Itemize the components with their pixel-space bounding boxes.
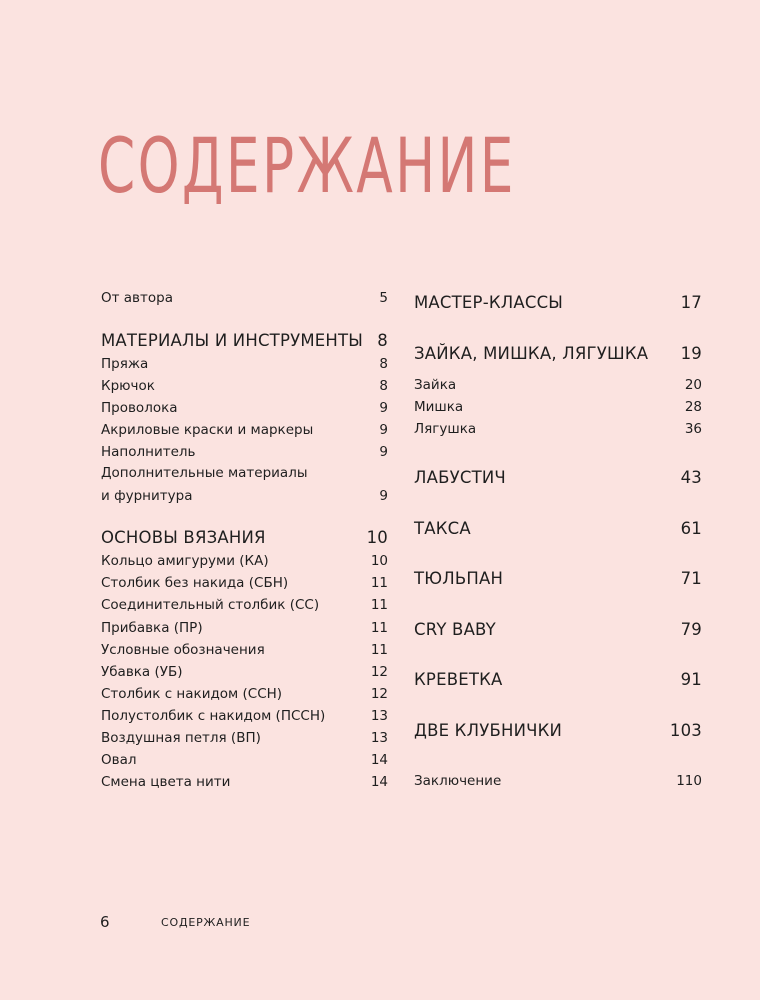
toc-entry[interactable]	[101, 685, 388, 703]
toc-entry-label: Воздушная петля (ВП)	[101, 730, 261, 746]
toc-section-page: 17	[680, 293, 702, 312]
toc-entry-page: 9	[379, 422, 388, 438]
toc-section[interactable]	[414, 669, 702, 691]
toc-section-label: КРЕВЕТКА	[414, 670, 503, 689]
toc-entry-page: 9	[379, 400, 388, 416]
toc-entry-page: 5	[379, 290, 388, 306]
toc-entry-label: Проволока	[101, 400, 178, 416]
toc-entry-label: Заключение	[414, 773, 502, 789]
toc-entry-page: 10	[370, 553, 388, 569]
toc-entry[interactable]	[101, 443, 388, 461]
toc-entry[interactable]	[101, 663, 388, 681]
toc-entry[interactable]	[101, 399, 388, 417]
toc-section-page: 10	[366, 528, 388, 547]
toc-entry-page: 11	[370, 620, 388, 636]
toc-section[interactable]	[414, 467, 702, 489]
toc-entry[interactable]	[101, 487, 388, 505]
toc-entry-label: Смена цвета нити	[101, 774, 231, 790]
toc-entry[interactable]	[101, 751, 388, 769]
toc-entry-label: Столбик с накидом (ССН)	[101, 686, 283, 702]
toc-entry-label: Кольцо амигуруми (КА)	[101, 553, 269, 569]
toc-entry[interactable]	[414, 376, 702, 394]
toc-entry-label: Столбик без накида (СБН)	[101, 575, 289, 591]
toc-entry-label: От автора	[101, 290, 173, 306]
toc-entry-page: 9	[379, 444, 388, 460]
toc-section-materials[interactable]	[101, 330, 388, 352]
toc-entry[interactable]	[101, 641, 388, 659]
toc-section-bunny-bear-frog[interactable]	[414, 343, 702, 365]
toc-entry-page: 11	[370, 642, 388, 658]
toc-section[interactable]	[414, 720, 702, 742]
toc-entry[interactable]	[101, 619, 388, 637]
toc-entry-page: 14	[370, 774, 388, 790]
toc-entry-page: 12	[370, 664, 388, 680]
toc-entry-page: 14	[370, 752, 388, 768]
toc-section-label: ОСНОВЫ ВЯЗАНИЯ	[101, 528, 266, 547]
toc-entry[interactable]	[414, 420, 702, 438]
toc-entry-page: 9	[379, 488, 388, 504]
toc-section-label: МАСТЕР-КЛАССЫ	[414, 293, 564, 312]
toc-entry-page: 20	[684, 377, 702, 393]
toc-section-label: ТАКСА	[414, 519, 471, 538]
toc-section-label: ЗАЙКА, МИШКА, ЛЯГУШКА	[414, 344, 649, 363]
toc-section-label: ЛАБУСТИЧ	[414, 468, 506, 487]
toc-entry-label: Акриловые краски и маркеры	[101, 422, 314, 438]
toc-section-label: CRY BABY	[414, 620, 496, 639]
toc-section-page: 71	[680, 569, 702, 588]
toc-entry[interactable]	[101, 552, 388, 570]
toc-entry[interactable]	[101, 574, 388, 592]
toc-entry-label-line1: Дополнительные материалы	[101, 465, 308, 481]
toc-entry-page: 11	[370, 575, 388, 591]
toc-entry[interactable]	[101, 707, 388, 725]
toc-entry-conclusion[interactable]	[414, 772, 702, 790]
toc-entry-label: Убавка (УБ)	[101, 664, 183, 680]
toc-entry-label: Пряжа	[101, 356, 149, 372]
toc-entry-page: 12	[370, 686, 388, 702]
toc-entry[interactable]	[101, 596, 388, 614]
toc-entry-page: 36	[684, 421, 702, 437]
page-title: СОДЕРЖАНИЕ	[98, 121, 516, 210]
footer-page-number: 6	[100, 913, 110, 931]
toc-section-label: ТЮЛЬПАН	[414, 569, 504, 588]
toc-entry-page: 110	[676, 773, 702, 789]
toc-section-label: МАТЕРИАЛЫ И ИНСТРУМЕНТЫ	[101, 331, 364, 350]
toc-entry-label: и фурнитура	[101, 488, 193, 504]
toc-entry-intro[interactable]	[101, 289, 388, 307]
toc-section[interactable]	[414, 619, 702, 641]
toc-entry-label: Полустолбик с накидом (ПССН)	[101, 708, 326, 724]
toc-entry-label: Наполнитель	[101, 444, 196, 460]
toc-section-page: 91	[680, 670, 702, 689]
toc-entry[interactable]	[101, 377, 388, 395]
toc-entry-label: Прибавка (ПР)	[101, 620, 203, 636]
toc-entry-label: Соединительный столбик (СС)	[101, 597, 320, 613]
toc-section[interactable]	[414, 568, 702, 590]
toc-entry[interactable]	[414, 398, 702, 416]
toc-section-page: 8	[377, 331, 388, 350]
toc-entry-label: Зайка	[414, 377, 457, 393]
toc-section-page: 19	[680, 344, 702, 363]
toc-entry[interactable]	[101, 773, 388, 791]
toc-entry[interactable]	[101, 355, 388, 373]
toc-section-basics[interactable]	[101, 527, 388, 549]
toc-entry[interactable]	[101, 421, 388, 439]
toc-entry-page: 8	[379, 378, 388, 394]
toc-section-page: 43	[680, 468, 702, 487]
toc-entry-page: 8	[379, 356, 388, 372]
toc-section-label: ДВЕ КЛУБНИЧКИ	[414, 721, 563, 740]
toc-entry-label: Мишка	[414, 399, 464, 415]
toc-entry-label: Лягушка	[414, 421, 477, 437]
toc-entry-page: 13	[370, 708, 388, 724]
toc-entry[interactable]	[101, 729, 388, 747]
toc-entry-label: Крючок	[101, 378, 155, 394]
toc-section-page: 79	[680, 620, 702, 639]
toc-section[interactable]	[414, 518, 702, 540]
toc-entry-label: Условные обозначения	[101, 642, 265, 658]
toc-section-page: 61	[680, 519, 702, 538]
toc-section-masterclasses[interactable]	[414, 292, 702, 314]
toc-entry-page: 13	[370, 730, 388, 746]
toc-entry-page: 11	[370, 597, 388, 613]
toc-entry-page: 28	[684, 399, 702, 415]
toc-section-page: 103	[669, 721, 702, 740]
footer-running-title: СОДЕРЖАНИЕ	[161, 916, 251, 929]
toc-entry-label: Овал	[101, 752, 137, 768]
